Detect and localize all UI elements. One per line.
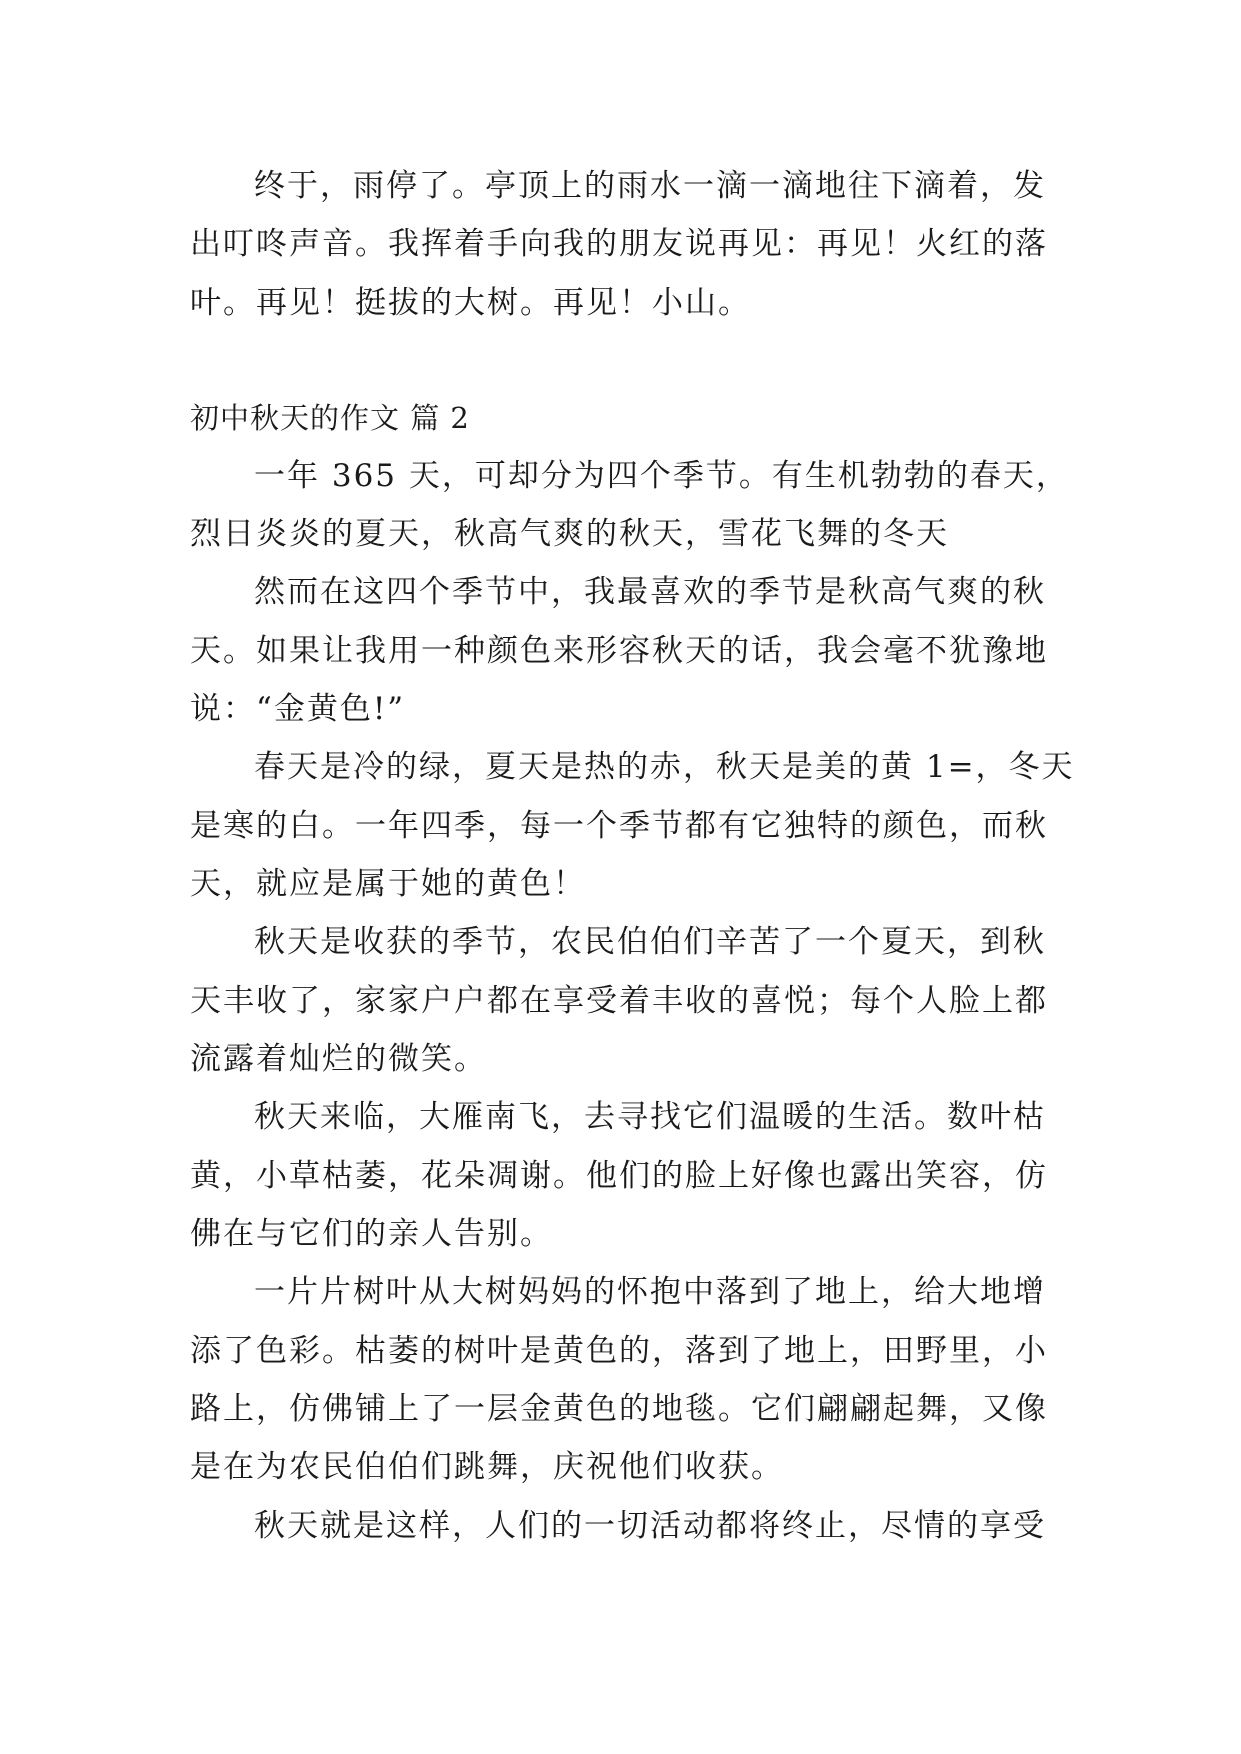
paragraph-4-line-1: 春天是冷的绿，夏天是热的赤，秋天是美的黄 1=，冬天 (254, 749, 1075, 785)
paragraph-5-line-2: 天丰收了，家家户户都在享受着丰收的喜悦；每个人脸上都 (190, 983, 1048, 1019)
paragraph-7-line-3: 路上，仿佛铺上了一层金黄色的地毯。它们翩翩起舞，又像 (190, 1391, 1048, 1427)
paragraph-1-line-2: 出叮咚声音。我挥着手向我的朋友说再见：再见！火红的落 (190, 226, 1048, 262)
paragraph-8-line-1: 秋天就是这样，人们的一切活动都将终止，尽情的享受 (254, 1508, 1046, 1544)
paragraph-5-line-1: 秋天是收获的季节，农民伯伯们辛苦了一个夏天，到秋 (254, 924, 1046, 960)
paragraph-6-line-2: 黄，小草枯萎，花朵凋谢。他们的脸上好像也露出笑容，仿 (190, 1158, 1048, 1194)
paragraph-3-line-3: 说：“金黄色!” (190, 691, 406, 727)
section-heading: 初中秋天的作文 篇 2 (190, 401, 470, 435)
paragraph-4-line-2: 是寒的白。一年四季，每一个季节都有它独特的颜色，而秋 (190, 808, 1048, 844)
paragraph-2-line-1: 一年 365 天，可却分为四个季节。有生机勃勃的春天， (254, 458, 1069, 494)
paragraph-7-line-4: 是在为农民伯伯们跳舞，庆祝他们收获。 (190, 1449, 784, 1485)
paragraph-6-line-1: 秋天来临，大雁南飞，去寻找它们温暖的生活。数叶枯 (254, 1099, 1046, 1135)
paragraph-7-line-2: 添了色彩。枯萎的树叶是黄色的，落到了地上，田野里，小 (190, 1333, 1048, 1369)
paragraph-3-line-2: 天。如果让我用一种颜色来形容秋天的话，我会毫不犹豫地 (190, 633, 1048, 669)
paragraph-1-line-3: 叶。再见！挺拔的大树。再见！小山。 (190, 285, 751, 321)
paragraph-2-line-2: 烈日炎炎的夏天，秋高气爽的秋天，雪花飞舞的冬天 (190, 516, 949, 552)
paragraph-7-line-1: 一片片树叶从大树妈妈的怀抱中落到了地上，给大地增 (254, 1274, 1046, 1310)
paragraph-4-line-3: 天，就应是属于她的黄色！ (190, 866, 586, 902)
paragraph-3-line-1: 然而在这四个季节中，我最喜欢的季节是秋高气爽的秋 (254, 574, 1046, 610)
paragraph-1-line-1: 终于，雨停了。亭顶上的雨水一滴一滴地往下滴着，发 (254, 168, 1046, 204)
paragraph-6-line-3: 佛在与它们的亲人告别。 (190, 1216, 553, 1252)
paragraph-5-line-3: 流露着灿烂的微笑。 (190, 1041, 487, 1077)
